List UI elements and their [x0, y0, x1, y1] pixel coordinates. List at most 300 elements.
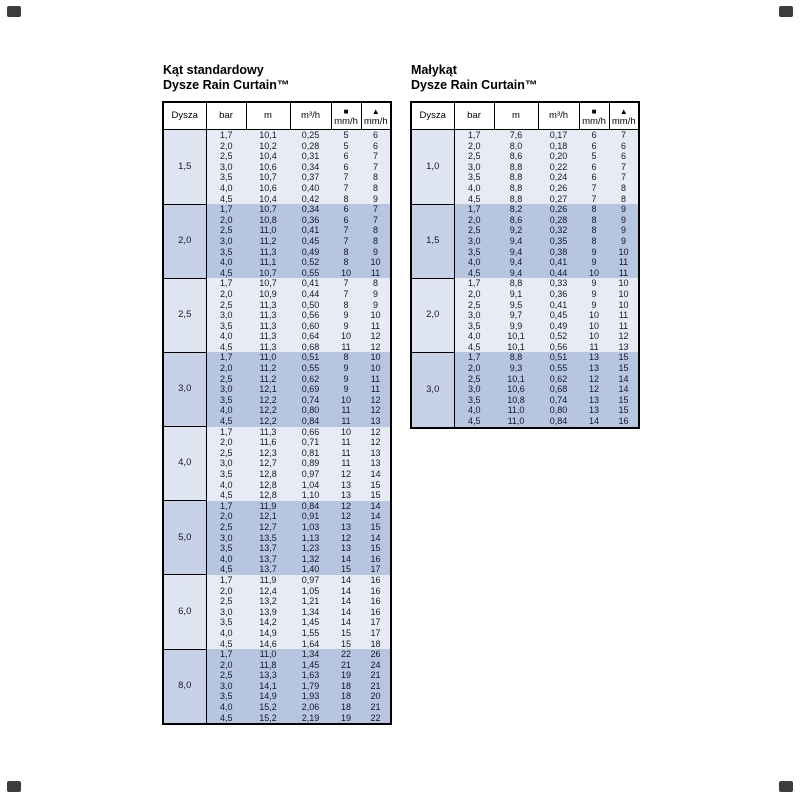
table-row	[411, 130, 639, 141]
value-cell: 10	[370, 363, 381, 374]
value-cell: 0,37	[301, 172, 320, 183]
value-cell: 11,8	[259, 659, 277, 670]
value-cell: 10	[588, 331, 599, 342]
dysza-group-cell: 3,0	[163, 352, 206, 426]
value-cell: 8,8	[509, 352, 523, 363]
dysza-group-cell: 5,0	[163, 501, 206, 575]
value-cell: 0,62	[301, 373, 320, 384]
value-cell: 13	[588, 363, 599, 374]
value-cell: 4,5	[219, 564, 233, 575]
value-cell: 3,0	[467, 310, 481, 321]
value-cell: 16	[370, 596, 381, 607]
value-cell: 12	[340, 511, 351, 522]
value-cell: 4,0	[219, 182, 233, 193]
value-cell: 10,6	[259, 161, 277, 172]
value-cell: 4,0	[467, 405, 481, 416]
value-cell: 8	[372, 182, 378, 193]
header-cell-m3h: m³/h	[290, 102, 331, 130]
value-cell: 11,0	[259, 352, 277, 363]
value-cell: 0,41	[549, 257, 568, 268]
value-cell: 12	[370, 341, 381, 352]
mmh-label: mm/h	[611, 115, 636, 127]
value-cell: 5	[591, 151, 597, 162]
value-cell: 7	[591, 182, 597, 193]
value-cell: 1,7	[219, 426, 233, 437]
value-cell: 15,2	[259, 712, 277, 723]
value-cell: 8	[343, 352, 349, 363]
value-cell: 0,89	[301, 458, 320, 469]
value-cell: 0,84	[549, 416, 568, 427]
value-cell: 0,26	[549, 182, 568, 193]
value-cell: 14	[340, 574, 351, 585]
value-cell: 11	[618, 267, 629, 278]
table-header-row	[411, 102, 639, 130]
value-cell: 8,6	[509, 151, 523, 162]
value-cell: 1,63	[301, 670, 320, 681]
header-cell-square-mmh	[579, 102, 609, 130]
value-cell: 2,5	[219, 299, 233, 310]
value-cell: 0,97	[301, 574, 320, 585]
header-cell-square-mmh	[331, 102, 361, 130]
value-cell: 14,9	[259, 691, 277, 702]
value-cell: 4,5	[467, 341, 481, 352]
value-cell: 8,2	[509, 204, 523, 215]
value-cell: 10,7	[259, 172, 277, 183]
value-cell: 1,40	[301, 564, 320, 575]
value-cell: 4,0	[467, 182, 481, 193]
value-cell: 15	[618, 363, 629, 374]
value-cell: 3,5	[219, 691, 233, 702]
value-cell: 3,0	[467, 384, 481, 395]
value-cell: 8	[372, 172, 378, 183]
value-cell: 11,1	[259, 257, 277, 268]
value-cell: 4,5	[219, 341, 233, 352]
value-cell: 24	[370, 659, 381, 670]
header-cell-bar: bar	[206, 102, 246, 130]
value-cell: 9,2	[509, 225, 523, 236]
value-cell: 0,71	[301, 437, 320, 448]
value-cell: 5	[343, 130, 349, 140]
title-line-2: Dysze Rain Curtain™	[163, 77, 290, 92]
value-cell: 8,8	[509, 161, 523, 172]
value-cell: 3,5	[219, 617, 233, 628]
value-cell: 10,2	[259, 140, 277, 151]
value-cell: 1,7	[219, 278, 233, 289]
table-row	[163, 352, 391, 363]
value-cell: 14,9	[259, 627, 277, 638]
value-cell: 14	[618, 373, 629, 384]
value-cell: 10,7	[259, 204, 277, 215]
value-cell: 2,0	[219, 288, 233, 299]
header-cell-dysza: Dysza	[163, 102, 206, 130]
value-cell: 16	[370, 606, 381, 617]
value-cell: 0,42	[301, 193, 320, 204]
value-cell: 15	[340, 564, 351, 575]
table-row	[163, 278, 391, 289]
value-cell: 3,0	[219, 532, 233, 543]
value-cell: 18	[340, 680, 351, 691]
value-cell: 10	[588, 320, 599, 331]
value-cell: 10,7	[259, 278, 277, 289]
value-cell: 0,28	[301, 140, 320, 151]
value-cell: 6	[620, 140, 626, 151]
value-cell: 0,31	[301, 151, 320, 162]
corner-mark-bottom-left	[7, 781, 21, 792]
value-cell: 2,06	[301, 702, 320, 713]
value-cell: 0,40	[301, 182, 320, 193]
value-cell: 11	[618, 310, 629, 321]
value-cell: 11,2	[259, 363, 277, 374]
value-cell: 2,0	[219, 585, 233, 596]
mmh-label: mm/h	[363, 115, 388, 127]
value-cell: 8,8	[509, 182, 523, 193]
value-cell: 1,13	[301, 532, 320, 543]
table-row	[163, 130, 391, 141]
value-cell: 11	[370, 320, 381, 331]
header-cell-triangle-mmh	[361, 102, 391, 130]
value-cell: 2,5	[219, 521, 233, 532]
value-cell: 0,18	[549, 140, 568, 151]
value-cell: 3,5	[219, 543, 233, 554]
value-cell: 11	[589, 341, 599, 352]
value-cell: 1,79	[301, 680, 320, 691]
value-cell: 2,0	[219, 437, 233, 448]
small-angle-table	[410, 101, 640, 429]
value-cell: 3,5	[219, 246, 233, 257]
value-cell: 8,0	[509, 140, 523, 151]
value-cell: 0,33	[549, 278, 568, 289]
value-cell: 12,7	[259, 458, 277, 469]
value-cell: 4,0	[467, 331, 481, 342]
value-cell: 11	[341, 405, 351, 416]
value-cell: 0,24	[549, 172, 568, 183]
value-cell: 3,5	[467, 246, 481, 257]
value-cell: 11,9	[259, 574, 277, 585]
header-cell-m: m	[246, 102, 290, 130]
value-cell: 1,7	[219, 649, 233, 660]
square-icon: ■	[591, 106, 597, 116]
value-cell: 13,7	[259, 564, 277, 575]
value-cell: 10,6	[259, 182, 277, 193]
value-cell: 9,7	[509, 310, 523, 321]
value-cell: 11	[341, 437, 351, 448]
value-cell: 7	[591, 193, 597, 204]
value-cell: 0,80	[549, 405, 568, 416]
value-cell: 12	[370, 437, 381, 448]
value-cell: 21	[340, 659, 351, 670]
value-cell: 8	[343, 299, 349, 310]
value-cell: 9,4	[509, 257, 523, 268]
value-cell: 4,5	[219, 416, 233, 427]
value-cell: 0,50	[301, 299, 320, 310]
value-cell: 6	[591, 140, 597, 151]
value-cell: 12	[370, 426, 381, 437]
value-cell: 3,0	[219, 458, 233, 469]
value-cell: 9	[372, 193, 378, 204]
value-cell: 6	[372, 130, 378, 140]
standard-angle-title	[163, 63, 392, 92]
value-cell: 12	[370, 331, 381, 342]
value-cell: 12	[588, 373, 599, 384]
value-cell: 11,3	[259, 331, 277, 342]
value-cell: 12,1	[259, 384, 277, 395]
triangle-icon: ▲	[371, 106, 380, 116]
value-cell: 1,34	[301, 606, 320, 617]
value-cell: 8	[372, 278, 378, 289]
value-cell: 1,34	[301, 649, 320, 660]
value-cell: 4,5	[219, 267, 233, 278]
value-cell: 17	[370, 564, 381, 575]
value-cell: 7	[372, 214, 378, 225]
value-cell: 1,55	[301, 627, 320, 638]
value-cell: 4,0	[219, 702, 233, 713]
value-cell: 8	[372, 235, 378, 246]
value-cell: 17	[370, 617, 381, 628]
value-cell: 10	[340, 394, 351, 405]
dysza-group-cell: 4,0	[163, 427, 206, 501]
title-line-2: Dysze Rain Curtain™	[411, 77, 538, 92]
value-cell: 10,4	[259, 151, 277, 162]
value-cell: 10,1	[507, 341, 525, 352]
value-cell: 0,69	[301, 384, 320, 395]
value-cell: 0,84	[301, 416, 320, 427]
value-cell: 2,5	[219, 225, 233, 236]
value-cell: 8	[343, 246, 349, 257]
value-cell: 4,5	[467, 416, 481, 427]
value-cell: 0,41	[549, 299, 568, 310]
value-cell: 2,0	[467, 288, 481, 299]
value-cell: 1,7	[467, 130, 481, 140]
mmh-label: mm/h	[334, 115, 358, 127]
value-cell: 3,0	[219, 310, 233, 321]
standard-angle-table	[162, 101, 392, 725]
value-cell: 1,05	[301, 585, 320, 596]
value-cell: 20	[370, 691, 381, 702]
value-cell: 2,0	[467, 214, 481, 225]
value-cell: 1,7	[219, 352, 233, 363]
value-cell: 16	[370, 553, 381, 564]
value-cell: 8	[343, 193, 349, 204]
value-cell: 18	[370, 638, 381, 649]
value-cell: 22	[340, 649, 351, 660]
value-cell: 10	[618, 288, 629, 299]
value-cell: 3,0	[219, 235, 233, 246]
value-cell: 0,97	[301, 469, 320, 479]
value-cell: 12	[340, 532, 351, 543]
value-cell: 0,44	[549, 267, 568, 278]
value-cell: 2,5	[467, 373, 481, 384]
value-cell: 11	[370, 384, 381, 395]
value-cell: 9	[620, 214, 626, 225]
header-cell-bar: bar	[454, 102, 494, 130]
table-row	[163, 501, 391, 512]
value-cell: 0,62	[549, 373, 568, 384]
value-cell: 12,1	[259, 511, 277, 522]
value-cell: 0,45	[301, 235, 320, 246]
header-cell-m3h: m³/h	[538, 102, 579, 130]
value-cell: 9,5	[509, 299, 523, 310]
value-cell: 9	[372, 288, 378, 299]
value-cell: 12,2	[259, 416, 277, 427]
value-cell: 3,5	[219, 172, 233, 183]
value-cell: 15	[370, 521, 381, 532]
value-cell: 9	[343, 363, 349, 374]
value-cell: 11	[341, 416, 351, 427]
value-cell: 9	[620, 235, 626, 246]
value-cell: 1,7	[467, 278, 481, 289]
value-cell: 11,2	[259, 373, 277, 384]
value-cell: 9	[372, 246, 378, 257]
value-cell: 12	[340, 469, 351, 479]
value-cell: 1,32	[301, 553, 320, 564]
value-cell: 12	[340, 500, 351, 511]
value-cell: 12,3	[259, 447, 277, 458]
value-cell: 11,0	[259, 225, 277, 236]
value-cell: 0,91	[301, 511, 320, 522]
value-cell: 7	[343, 278, 349, 289]
value-cell: 0,27	[549, 193, 568, 204]
value-cell: 14	[340, 617, 351, 628]
value-cell: 9	[591, 288, 597, 299]
value-cell: 12,2	[259, 394, 277, 405]
table-row	[163, 575, 391, 586]
value-cell: 0,34	[301, 161, 320, 172]
value-cell: 0,56	[549, 341, 568, 352]
value-cell: 1,10	[301, 490, 320, 501]
value-cell: 10,1	[507, 373, 525, 384]
value-cell: 13	[588, 352, 599, 363]
value-cell: 0,81	[301, 447, 320, 458]
value-cell: 0,32	[549, 225, 568, 236]
value-cell: 11,6	[259, 437, 277, 448]
value-cell: 15	[370, 490, 381, 501]
value-cell: 13	[370, 458, 381, 469]
value-cell: 13,2	[259, 596, 277, 607]
value-cell: 12,4	[259, 585, 277, 596]
value-cell: 18	[340, 691, 351, 702]
value-cell: 0,38	[549, 246, 568, 257]
value-cell: 10	[618, 278, 629, 289]
value-cell: 10,6	[507, 384, 525, 395]
header-cell-triangle-mmh	[609, 102, 639, 130]
value-cell: 4,5	[219, 638, 233, 649]
value-cell: 15,2	[259, 702, 277, 713]
value-cell: 2,0	[467, 140, 481, 151]
value-cell: 11,3	[259, 246, 277, 257]
value-cell: 0,55	[301, 267, 320, 278]
value-cell: 13,5	[259, 532, 277, 543]
value-cell: 13,9	[259, 606, 277, 617]
value-cell: 8	[620, 193, 626, 204]
value-cell: 2,5	[219, 373, 233, 384]
value-cell: 13	[588, 394, 599, 405]
value-cell: 12,8	[259, 469, 277, 479]
value-cell: 16	[370, 585, 381, 596]
value-cell: 1,7	[467, 204, 481, 215]
value-cell: 4,5	[467, 193, 481, 204]
value-cell: 0,68	[549, 384, 568, 395]
value-cell: 0,64	[301, 331, 320, 342]
value-cell: 1,21	[301, 596, 320, 607]
value-cell: 7	[343, 182, 349, 193]
title-line-1: Kąt standardowy	[163, 63, 264, 77]
dysza-group-cell: 6,0	[163, 575, 206, 649]
value-cell: 6	[591, 161, 597, 172]
value-cell: 7	[343, 235, 349, 246]
value-cell: 8	[591, 204, 597, 215]
value-cell: 8	[372, 225, 378, 236]
header-cell-dysza: Dysza	[411, 102, 454, 130]
value-cell: 11	[618, 257, 629, 268]
value-cell: 11	[370, 373, 381, 384]
square-icon: ■	[343, 106, 349, 116]
value-cell: 4,0	[219, 331, 233, 342]
value-cell: 0,84	[301, 500, 320, 511]
value-cell: 11,3	[259, 341, 277, 352]
value-cell: 0,74	[301, 394, 320, 405]
value-cell: 8	[591, 214, 597, 225]
value-cell: 14,1	[259, 680, 277, 691]
table-row	[163, 649, 391, 660]
value-cell: 26	[370, 649, 381, 660]
value-cell: 5	[343, 140, 349, 151]
value-cell: 10	[588, 267, 599, 278]
dysza-group-cell: 1,5	[163, 130, 206, 205]
value-cell: 10	[618, 299, 629, 310]
value-cell: 0,41	[301, 278, 320, 289]
value-cell: 21	[370, 702, 381, 713]
value-cell: 0,80	[301, 405, 320, 416]
value-cell: 9,3	[509, 363, 523, 374]
value-cell: 10,4	[259, 193, 277, 204]
value-cell: 13,3	[259, 670, 277, 681]
table-row	[163, 427, 391, 438]
value-cell: 10	[370, 352, 381, 363]
title-line-1: Małykąt	[411, 63, 457, 77]
value-cell: 3,5	[467, 394, 481, 405]
value-cell: 9,4	[509, 267, 523, 278]
value-cell: 10	[340, 331, 351, 342]
value-cell: 13,7	[259, 543, 277, 554]
value-cell: 12	[370, 394, 381, 405]
value-cell: 2,5	[219, 670, 233, 681]
value-cell: 4,5	[219, 712, 233, 723]
mmh-label: mm/h	[582, 115, 606, 127]
value-cell: 4,0	[219, 257, 233, 268]
value-cell: 13	[588, 405, 599, 416]
value-cell: 1,45	[301, 617, 320, 628]
value-cell: 13,7	[259, 553, 277, 564]
value-cell: 4,0	[467, 257, 481, 268]
value-cell: 8,6	[509, 214, 523, 225]
corner-mark-top-left	[7, 6, 21, 17]
value-cell: 8,8	[509, 172, 523, 183]
triangle-icon: ▲	[619, 106, 628, 116]
value-cell: 2,0	[467, 363, 481, 374]
value-cell: 2,5	[467, 299, 481, 310]
value-cell: 13	[340, 479, 351, 490]
value-cell: 10,7	[259, 267, 277, 278]
value-cell: 3,0	[467, 235, 481, 246]
standard-angle-table-block	[162, 63, 392, 725]
value-cell: 0,52	[549, 331, 568, 342]
table-row	[411, 278, 639, 289]
value-cell: 9,1	[509, 288, 523, 299]
value-cell: 15	[340, 638, 351, 649]
value-cell: 3,0	[467, 161, 481, 172]
value-cell: 12	[370, 405, 381, 416]
table-header-row	[163, 102, 391, 130]
